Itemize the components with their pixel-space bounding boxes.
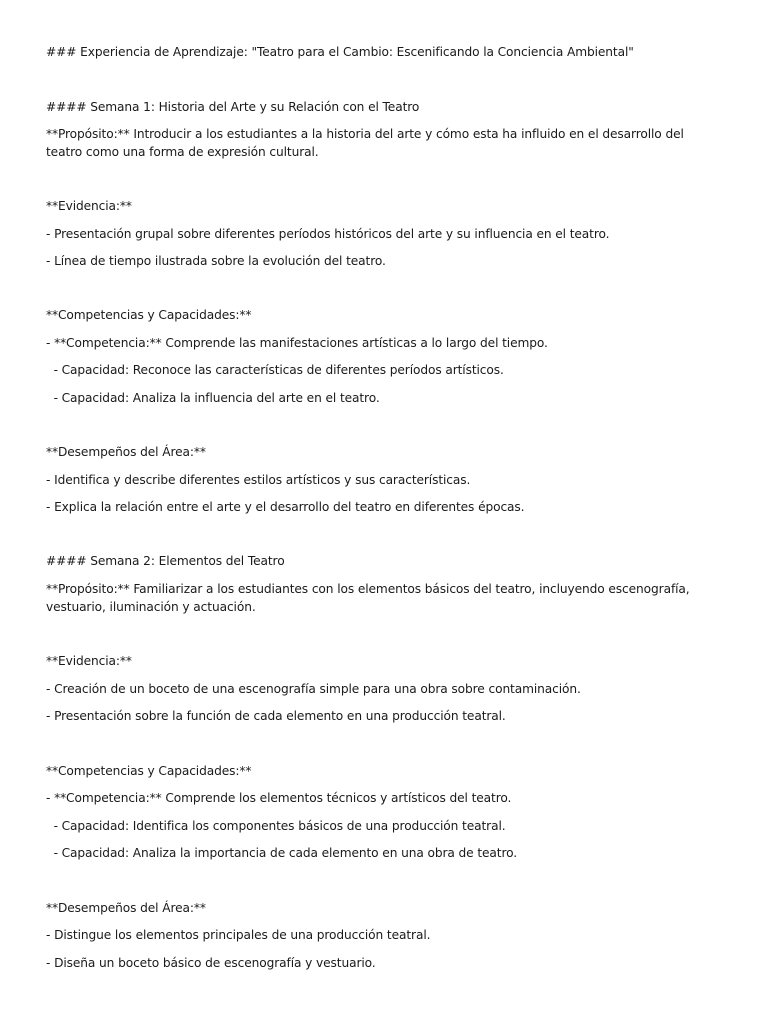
week1-evidence-item: - Presentación grupal sobre diferentes períodos históricos del arte y su influencia en el teatro. <box>46 227 610 241</box>
week1-heading: #### Semana 1: Historia del Arte y su Relación con el Teatro <box>46 100 420 114</box>
week1-evidence-label: **Evidencia:** <box>46 199 132 213</box>
week2-capacity: - Capacidad: Identifica los componentes básicos de una producción teatral. <box>46 819 506 833</box>
week2-evidence-label: **Evidencia:** <box>46 654 132 668</box>
week2-performance-label: **Desempeños del Área:** <box>46 901 206 915</box>
week1-competency: - **Competencia:** Comprende las manifestaciones artísticas a lo largo del tiempo. <box>46 336 548 350</box>
week1-performance-label: **Desempeños del Área:** <box>46 445 206 459</box>
week1-competencies-label: **Competencias y Capacidades:** <box>46 308 252 322</box>
week1-performance-item: - Identifica y describe diferentes estilos artísticos y sus características. <box>46 473 471 487</box>
week2-evidence-item: - Presentación sobre la función de cada elemento en una producción teatral. <box>46 709 506 723</box>
week2-performance-item: - Diseña un boceto básico de escenografía y vestuario. <box>46 956 376 970</box>
week2-competencies-label: **Competencias y Capacidades:** <box>46 764 252 778</box>
week2-purpose: **Propósito:** Familiarizar a los estudiantes con los elementos básicos del teatro, incluyendo escenografía, vestuario, iluminación y actuación. <box>46 582 694 614</box>
week2-performance-item: - Distingue los elementos principales de una producción teatral. <box>46 928 431 942</box>
week1-capacity: - Capacidad: Reconoce las características de diferentes períodos artísticos. <box>46 363 504 377</box>
week2-evidence-item: - Creación de un boceto de una escenografía simple para una obra sobre contaminación. <box>46 682 581 696</box>
week1-capacity: - Capacidad: Analiza la influencia del arte en el teatro. <box>46 391 380 405</box>
document-title: ### Experiencia de Aprendizaje: "Teatro para el Cambio: Escenificando la Conciencia Ambiental" <box>46 45 634 59</box>
week2-competency: - **Competencia:** Comprende los elementos técnicos y artísticos del teatro. <box>46 791 512 805</box>
week2-capacity: - Capacidad: Analiza la importancia de cada elemento en una obra de teatro. <box>46 846 518 860</box>
week1-performance-item: - Explica la relación entre el arte y el desarrollo del teatro en diferentes épocas. <box>46 500 525 514</box>
week1-evidence-item: - Línea de tiempo ilustrada sobre la evolución del teatro. <box>46 254 386 268</box>
week2-heading: #### Semana 2: Elementos del Teatro <box>46 554 285 568</box>
week1-purpose: **Propósito:** Introducir a los estudiantes a la historia del arte y cómo esta ha influido en el desarrollo del teatro como una forma de expresión cultural. <box>46 127 688 159</box>
